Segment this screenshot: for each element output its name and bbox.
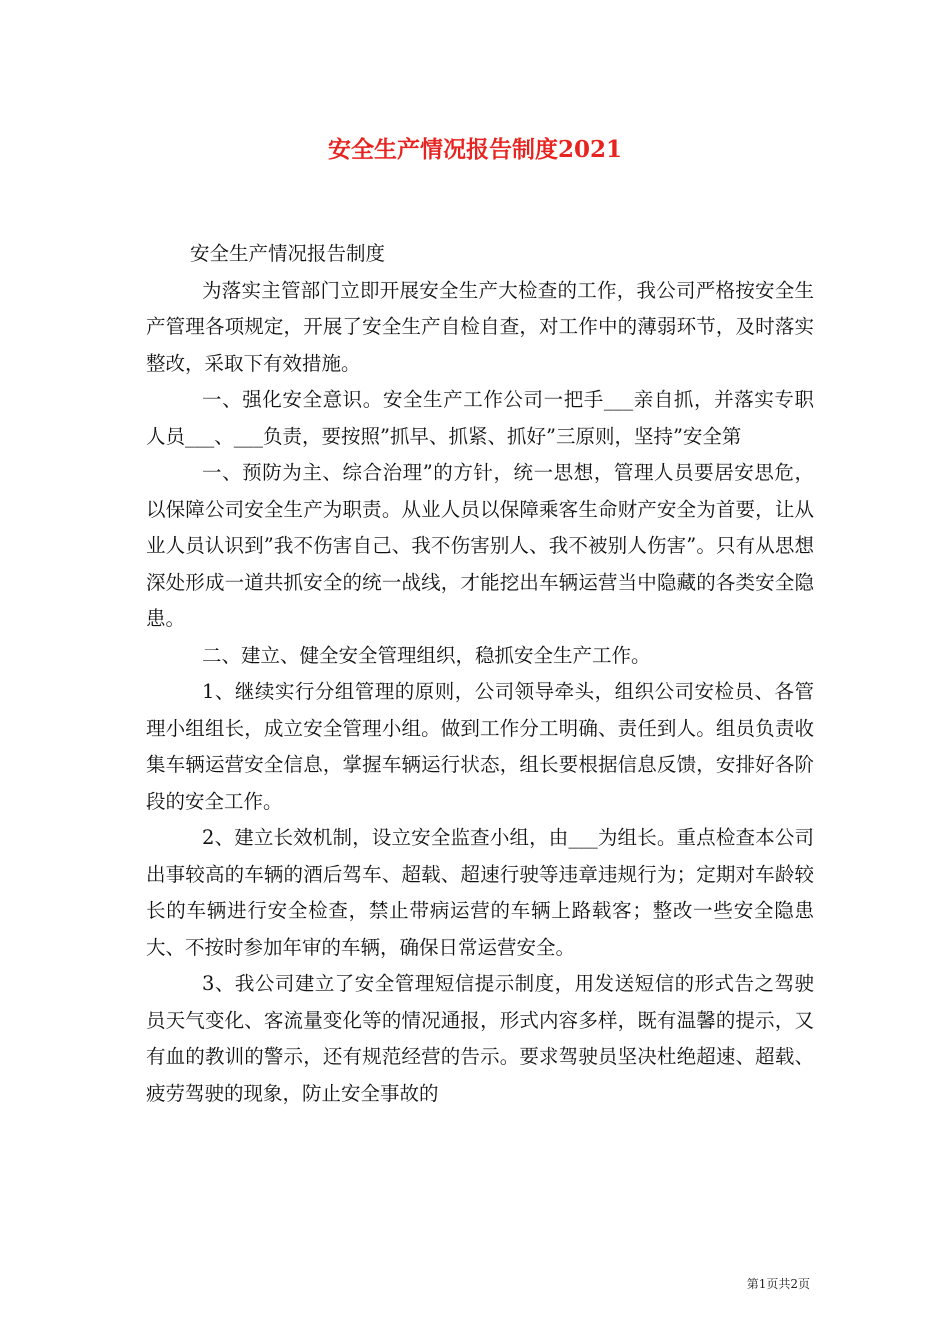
- document-subtitle: 安全生产情况报告制度: [190, 242, 386, 265]
- page-number-indicator: 第1页共2页: [746, 1277, 810, 1291]
- paragraph-intro: 为落实主管部门立即开展安全生产大检查的工作，我公司严格按安全生产管理各项规定，开展了安全生产自检自查，对工作中的薄弱环节，及时落实整改，采取下有效措施。: [146, 278, 814, 375]
- paragraph-item-1: 1、继续实行分组管理的原则，公司领导牵头，组织公司安检员、各管理小组组长，成立安全管理小组。做到工作分工明确、责任到人。组员负责收集车辆运营安全信息，掌握车辆运行状态，组长要根据信息反馈，安排好各阶段的安全工作。: [146, 680, 814, 813]
- paragraph-section-1-continued: 一、预防为主、综合治理”的方针，统一思想，管理人员要居安思危，以保障公司安全生产为职责。从业人员以保障乘客生命财产安全为首要，让从业人员认识到”我不伤害自己、我不伤害别人、我不被别人伤害”。只有从思想深处形成一道共抓安全的统一战线，才能挖出车辆运营当中隐藏的各类安全隐患。: [146, 461, 814, 630]
- paragraph-item-3: 3、我公司建立了安全管理短信提示制度，用发送短信的形式告之驾驶员天气变化、客流量变化等的情况通报，形式内容多样，既有温馨的提示，又有血的教训的警示，还有规范经营的告示。要求驾驶员坚决杜绝超速、超载、疲劳驾驶的现象，防止安全事故的: [146, 972, 814, 1105]
- document-title: 安全生产情况报告制度2021: [327, 136, 622, 163]
- paragraph-item-2: 2、建立长效机制，设立安全监查小组，由___为组长。重点检查本公司出事较高的车辆的酒后驾车、超载、超速行驶等违章违规行为；定期对车龄较长的车辆进行安全检查，禁止带病运营的车辆上路载客；整改一些安全隐患大、不按时参加年审的车辆，确保日常运营安全。: [146, 826, 814, 959]
- paragraph-section-1: 一、强化安全意识。安全生产工作公司一把手___亲自抓，并落实专职人员___、___负责，要按照”抓早、抓紧、抓好”三原则，坚持”安全第: [146, 388, 814, 448]
- paragraph-section-2-heading: 二、建立、健全安全管理组织，稳抓安全生产工作。: [202, 643, 651, 667]
- document-body: [146, 236, 814, 1112]
